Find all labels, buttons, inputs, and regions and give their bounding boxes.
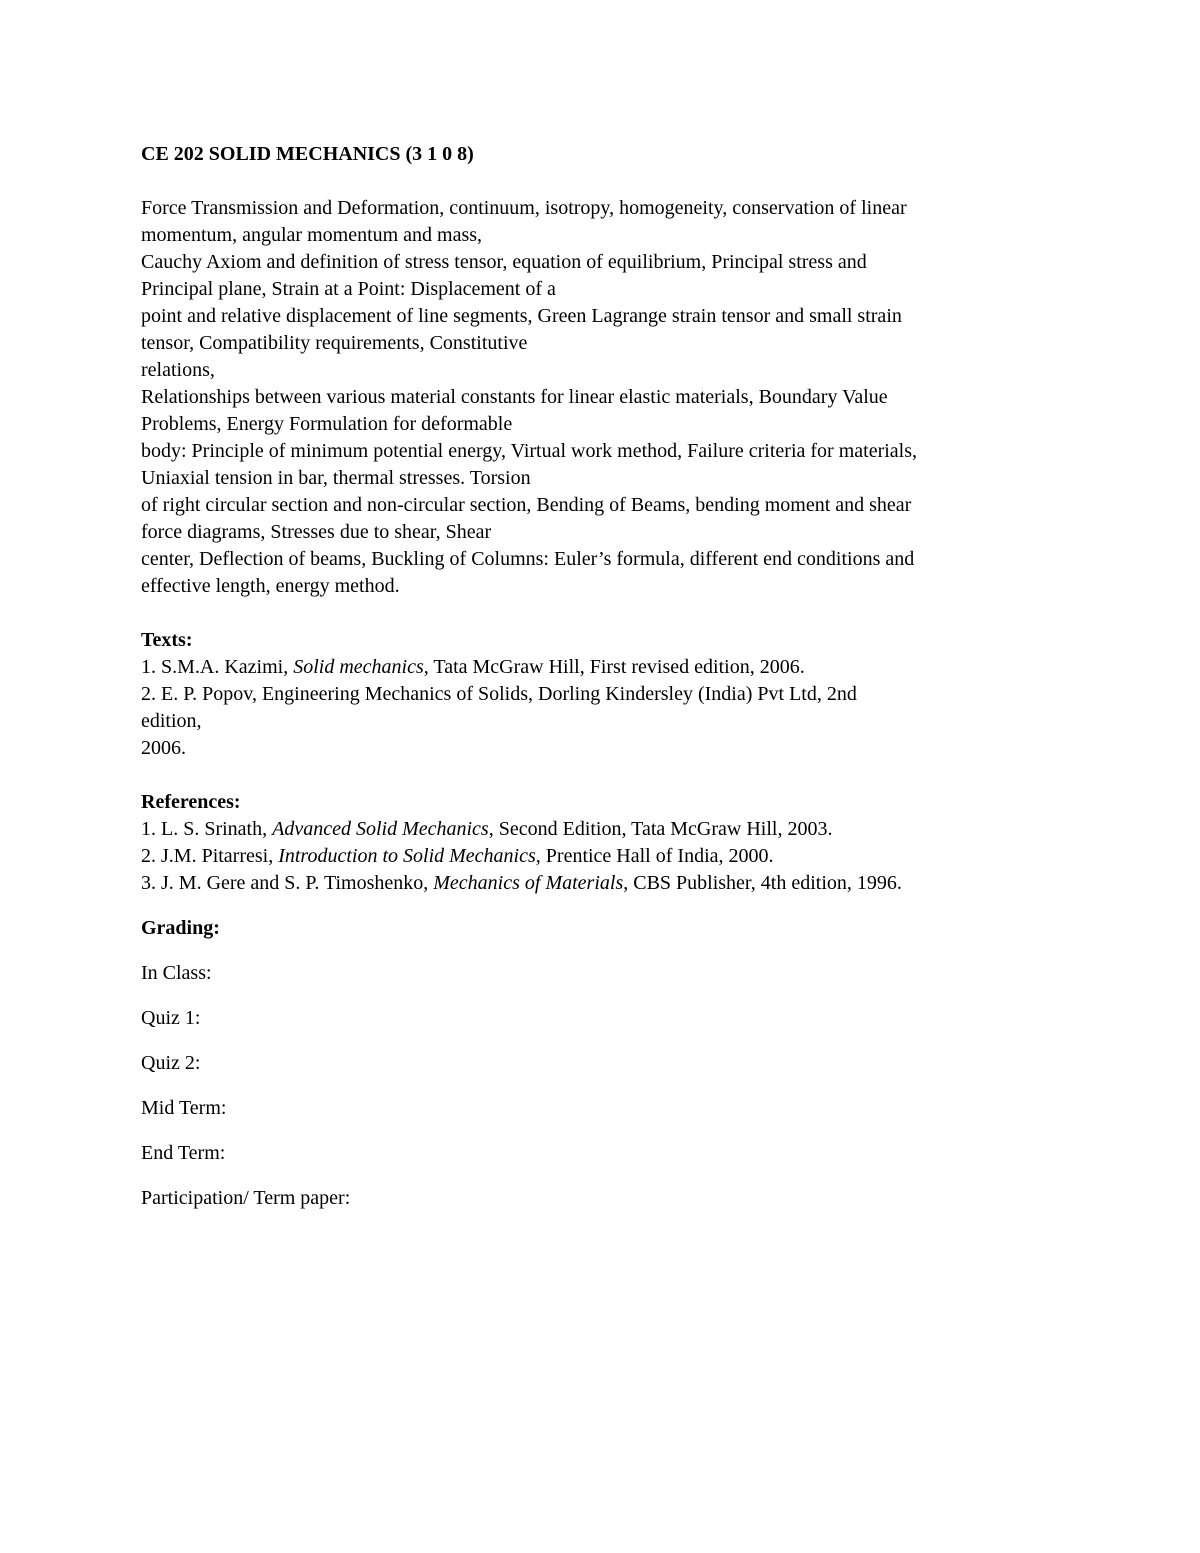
- grading-item-quiz-1: Quiz 1:: [141, 1007, 201, 1029]
- text-item-title: Solid mechanics: [293, 656, 424, 678]
- grading-item-end-term: End Term:: [141, 1142, 226, 1164]
- grading-item-mid-term: Mid Term:: [141, 1097, 227, 1119]
- grading-heading: Grading:: [141, 917, 220, 939]
- reference-title: Introduction to Solid Mechanics: [278, 845, 536, 867]
- text-item-continued: edition,: [141, 710, 202, 732]
- syllabus-line: Cauchy Axiom and definition of stress tensor, equation of equilibrium, Principal stress and: [141, 251, 867, 273]
- reference-author: 1. L. S. Srinath,: [141, 818, 273, 840]
- text-item-continued: 2006.: [141, 737, 186, 759]
- document-page: [141, 141, 1071, 1230]
- texts-heading: Texts:: [141, 629, 193, 651]
- text-item-publisher: , Tata McGraw Hill, First revised edition, 2006.: [423, 656, 805, 678]
- references-heading: References:: [141, 791, 241, 813]
- grading-item-quiz-2: Quiz 2:: [141, 1052, 201, 1074]
- syllabus-line: body: Principle of minimum potential energy, Virtual work method, Failure criteria for materials,: [141, 440, 918, 462]
- syllabus-line: momentum, angular momentum and mass,: [141, 224, 483, 246]
- text-item: [141, 654, 1071, 681]
- grading-item-participation: Participation/ Term paper:: [141, 1187, 351, 1209]
- text-item: 2. E. P. Popov, Engineering Mechanics of Solids, Dorling Kindersley (India) Pvt Ltd, 2nd: [141, 683, 857, 705]
- syllabus-body: [141, 195, 1071, 600]
- texts-section: [141, 627, 1071, 762]
- text-item-author: 1. S.M.A. Kazimi,: [141, 656, 294, 678]
- syllabus-line: Problems, Energy Formulation for deformable: [141, 413, 513, 435]
- syllabus-line: center, Deflection of beams, Buckling of Columns: Euler’s formula, different end conditions and: [141, 548, 915, 570]
- reference-item: [141, 870, 1071, 897]
- reference-title: Mechanics of Materials: [433, 872, 624, 894]
- syllabus-line: of right circular section and non-circular section, Bending of Beams, bending moment and shear: [141, 494, 912, 516]
- syllabus-line: Relationships between various material constants for linear elastic materials, Boundary Value: [141, 386, 888, 408]
- reference-author: 2. J.M. Pitarresi,: [141, 845, 279, 867]
- reference-publisher: , Second Edition, Tata McGraw Hill, 2003.: [488, 818, 833, 840]
- reference-publisher: , CBS Publisher, 4th edition, 1996.: [623, 872, 902, 894]
- syllabus-line: effective length, energy method.: [141, 575, 400, 597]
- grading-section: [141, 915, 1071, 1212]
- syllabus-line: force diagrams, Stresses due to shear, Shear: [141, 521, 492, 543]
- reference-publisher: , Prentice Hall of India, 2000.: [535, 845, 774, 867]
- syllabus-line: relations,: [141, 359, 215, 381]
- reference-title: Advanced Solid Mechanics: [272, 818, 489, 840]
- syllabus-line: Uniaxial tension in bar, thermal stresses. Torsion: [141, 467, 531, 489]
- grading-item-in-class: In Class:: [141, 962, 212, 984]
- syllabus-line: point and relative displacement of line segments, Green Lagrange strain tensor and small strain: [141, 305, 902, 327]
- reference-item: [141, 816, 1071, 843]
- references-section: [141, 789, 1071, 897]
- course-title: CE 202 SOLID MECHANICS (3 1 0 8): [141, 143, 474, 165]
- reference-author: 3. J. M. Gere and S. P. Timoshenko,: [141, 872, 434, 894]
- syllabus-line: tensor, Compatibility requirements, Constitutive: [141, 332, 528, 354]
- reference-item: [141, 843, 1071, 870]
- syllabus-line: Force Transmission and Deformation, continuum, isotropy, homogeneity, conservation of linear: [141, 197, 907, 219]
- syllabus-line: Principal plane, Strain at a Point: Displacement of a: [141, 278, 556, 300]
